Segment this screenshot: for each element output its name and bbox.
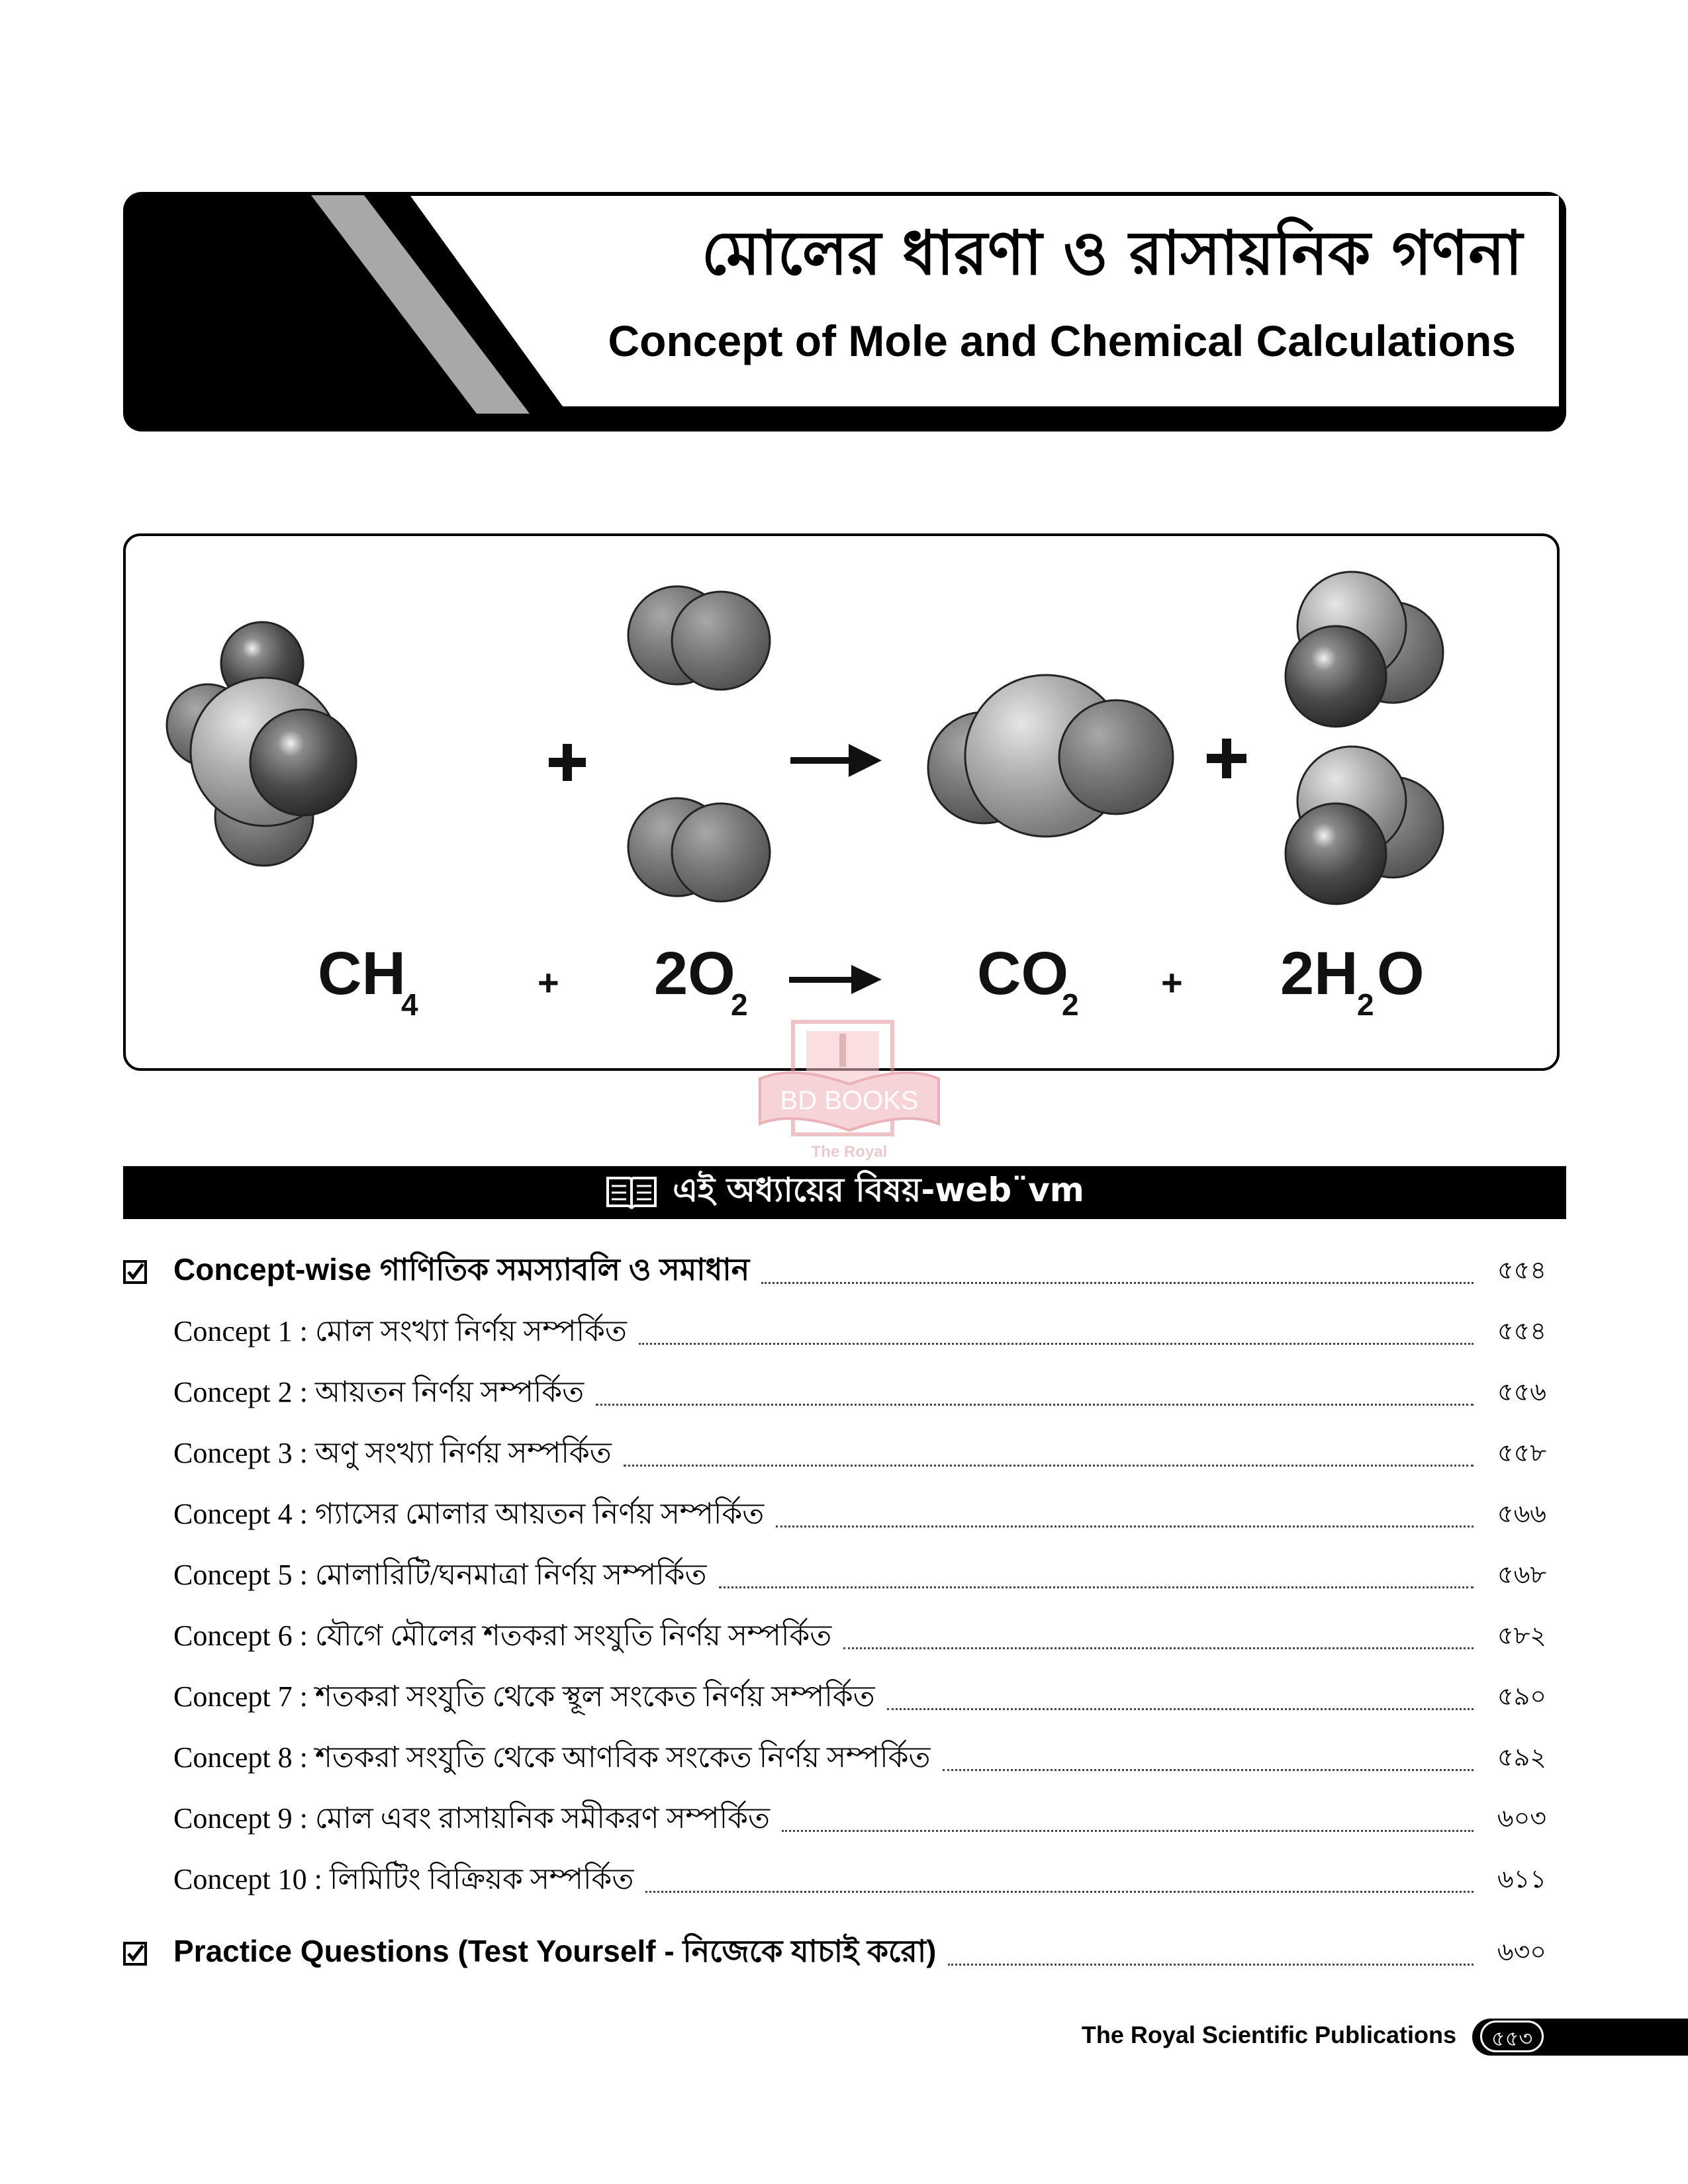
- toc-page-number: ৫৯০: [1497, 1682, 1546, 1711]
- toc-entry-concept-wise[interactable]: [123, 1242, 1546, 1302]
- publisher-name: The Royal Scientific Publications: [1081, 2021, 1456, 2048]
- subscript: 4: [401, 987, 418, 1022]
- toc-entry-concept-2[interactable]: [123, 1363, 1546, 1424]
- toc-entry-concept-3[interactable]: [123, 1424, 1546, 1485]
- equation-plus: +: [538, 962, 559, 1003]
- toc-label: Concept 4 : গ্যাসের মোলার আয়তন নির্ণয় সম্পর্কিত: [173, 1497, 765, 1530]
- methane-combustion-illustration: [123, 533, 1560, 1071]
- toc-entry-concept-6[interactable]: [123, 1607, 1546, 1668]
- equation-arrow: [789, 965, 882, 994]
- toc-page-number: ৫৫৪: [1497, 1316, 1546, 1345]
- toc-page-number: ৫৫৬: [1497, 1377, 1546, 1406]
- ch4-molecule: [167, 622, 356, 866]
- hydrogen-atom: [1286, 626, 1386, 727]
- subscript: 2: [731, 987, 748, 1022]
- toc-label: Concept 1 : মোল সংখ্যা নির্ণয় সম্পর্কিত: [173, 1314, 627, 1347]
- oxygen-atom: [672, 803, 770, 901]
- toc-entry-concept-1[interactable]: [123, 1302, 1546, 1363]
- oxygen-atom: [672, 592, 770, 690]
- toc-page-number: ৬০৩: [1497, 1803, 1546, 1833]
- o2-molecule: [628, 586, 770, 690]
- toc-label: Concept 10 : লিমিটিং বিক্রিয়ক সম্পর্কিত: [173, 1862, 634, 1895]
- toc-entry-concept-7[interactable]: [123, 1668, 1546, 1729]
- formula-ch4: CH: [318, 940, 406, 1007]
- toc-leader: [645, 1891, 1474, 1893]
- toc-page-number: ৫৮২: [1497, 1621, 1546, 1650]
- toc-page-number: ৫৬৮: [1497, 1560, 1546, 1589]
- chapter-title-bangla: মোলের ধারণা ও রাসায়নিক গণনা: [701, 218, 1523, 289]
- toc-leader: [776, 1525, 1474, 1527]
- toc-label: Concept 6 : যৌগে মৌলের শতকরা সংযুতি নির্ণয় সম্পর্কিত: [173, 1619, 832, 1652]
- toc-page-number: ৫৫৪: [1497, 1255, 1546, 1285]
- co2-molecule: [928, 675, 1173, 837]
- formula-2h2o: 2H: [1280, 940, 1358, 1007]
- formula-2o2: 2O: [654, 940, 735, 1007]
- toc-leader: [948, 1964, 1474, 1966]
- contents-heading-bar: [123, 1166, 1566, 1219]
- chapter-title-english: Concept of Mole and Chemical Calculations: [608, 316, 1516, 365]
- toc-leader: [887, 1708, 1474, 1710]
- h2o-molecule: [1286, 747, 1443, 904]
- formula-2h2o-o: O: [1377, 940, 1425, 1007]
- toc-label: Concept 3 : অণু সংখ্যা নির্ণয় সম্পর্কিত: [173, 1436, 612, 1469]
- toc-entry-practice-questions[interactable]: [123, 1923, 1546, 1984]
- reaction-arrow: [790, 744, 882, 777]
- open-book-icon: [605, 1174, 658, 1211]
- toc-entry-concept-10[interactable]: [123, 1850, 1546, 1911]
- toc-page-number: ৫৫৮: [1497, 1438, 1546, 1467]
- toc-label: Concept 7 : শতকরা সংযুতি থেকে স্থূল সংকেত নির্ণয় সম্পর্কিত: [173, 1680, 875, 1713]
- toc-leader: [624, 1465, 1474, 1467]
- checkbox-checked-icon: [123, 1942, 173, 1966]
- toc-label: Concept 8 : শতকরা সংযুতি থেকে আণবিক সংকেত নির্ণয় সম্পর্কিত: [173, 1741, 931, 1774]
- toc-page-number: ৬৩০: [1497, 1937, 1546, 1966]
- toc-page-number: ৬১১: [1497, 1864, 1546, 1893]
- table-of-contents: [123, 1242, 1546, 1984]
- checkbox-checked-icon: [123, 1260, 173, 1284]
- toc-leader: [843, 1647, 1474, 1649]
- toc-leader: [596, 1404, 1474, 1406]
- contents-heading-text: এই অধ্যায়ের বিষয়-web¨vm: [673, 1170, 1084, 1209]
- toc-leader: [761, 1282, 1474, 1284]
- toc-page-number: ৫৬৬: [1497, 1499, 1546, 1528]
- h2o-molecule: [1286, 572, 1443, 727]
- toc-label: Concept-wise গাণিতিক সমস্যাবলি ও সমাধান: [173, 1252, 750, 1287]
- watermark-subtext: The Royal: [811, 1143, 888, 1161]
- plus-sign: [549, 744, 586, 781]
- hydrogen-atom: [1286, 803, 1386, 904]
- toc-label: Concept 2 : আয়তন নির্ণয় সম্পর্কিত: [173, 1375, 585, 1408]
- toc-label: Practice Questions (Test Yourself - নিজেকে যাচাই করো): [173, 1934, 937, 1968]
- toc-entry-concept-4[interactable]: [123, 1485, 1546, 1546]
- toc-leader: [639, 1343, 1474, 1345]
- bd-books-watermark: [753, 1018, 945, 1163]
- equation-plus: +: [1161, 962, 1183, 1003]
- watermark-text: BD BOOKS: [780, 1086, 919, 1115]
- o2-molecule: [628, 798, 770, 901]
- subscript: 2: [1062, 987, 1079, 1022]
- toc-leader: [943, 1769, 1474, 1771]
- toc-entry-concept-9[interactable]: [123, 1790, 1546, 1850]
- toc-leader: [719, 1586, 1474, 1588]
- subscript: 2: [1357, 987, 1374, 1022]
- toc-entry-concept-5[interactable]: [123, 1546, 1546, 1607]
- toc-entry-concept-8[interactable]: [123, 1729, 1546, 1790]
- toc-label: Concept 5 : মোলারিটি/ঘনমাত্রা নির্ণয় সম্পর্কিত: [173, 1558, 707, 1591]
- hydrogen-atom: [250, 709, 356, 815]
- toc-label: Concept 9 : মোল এবং রাসায়নিক সমীকরণ সম্পর্কিত: [173, 1801, 771, 1835]
- page-number: ৫৫৩: [1480, 2021, 1544, 2052]
- toc-leader: [782, 1830, 1474, 1832]
- formula-co2: CO: [977, 940, 1068, 1007]
- toc-page-number: ৫৯২: [1497, 1743, 1546, 1772]
- plus-sign: [1207, 739, 1246, 778]
- oxygen-atom: [1059, 700, 1173, 814]
